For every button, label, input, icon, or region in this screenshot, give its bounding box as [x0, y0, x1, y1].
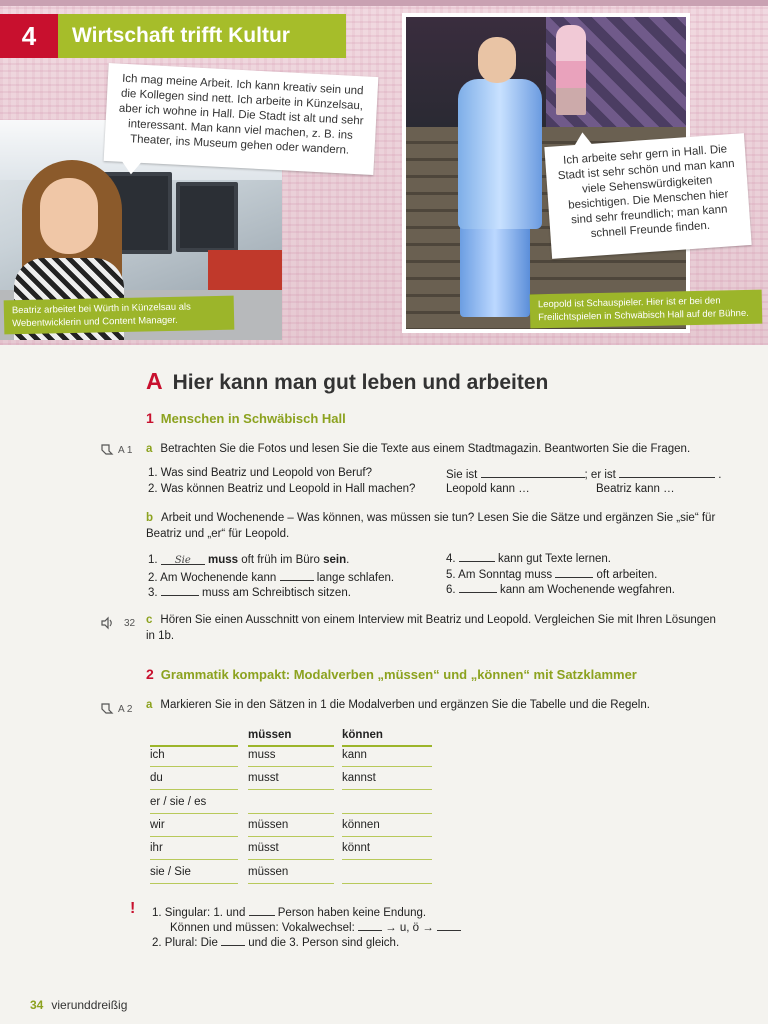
- marker-a2-label: A 2: [118, 703, 133, 715]
- task-1b-item-5: 5. Am Sonntag muss oft arbeiten.: [446, 566, 657, 583]
- answer-blank[interactable]: [459, 581, 497, 593]
- task-2-heading: [146, 666, 637, 682]
- task-1c-instruction: c Hören Sie einen Ausschnitt von einem Interview mit Beatriz und Leopold. Vergleichen Sie mit Ihren Lösungen in 1b.: [146, 614, 716, 642]
- task-1b-item-3: 3. muss am Schreibtisch sitzen.: [148, 584, 351, 601]
- task-1-heading: [146, 410, 346, 426]
- speech-bubble-beatriz: Ich mag meine Arbeit. Ich kann kreativ sein und die Kollegen sind nett. Ich arbeite in Künzelsau, aber ich wohne in Hall. Die Stadt ist alt und sehr interessant. Man kann viel machen, z. B. ins Theater, ins Museum gehen oder wandern.: [104, 63, 379, 175]
- section-title: Hier kann man gut leben und arbeiten: [172, 371, 549, 394]
- column-header-koennen: können: [342, 724, 432, 747]
- audio-track-number: 32: [124, 617, 136, 629]
- section-letter: A: [146, 368, 163, 394]
- page-number: 34: [30, 998, 44, 1012]
- task-1a-instruction: a Betrachten Sie die Fotos und lesen Sie die Texte aus einem Stadtmagazin. Beantworten Sie die Fragen.: [146, 443, 691, 455]
- answer-blank[interactable]: [249, 904, 275, 916]
- answer-blank[interactable]: [555, 566, 593, 578]
- marker-a2: [100, 702, 132, 716]
- table-row: du musst kannst: [150, 767, 434, 790]
- task-1b-item-2: 2. Am Wochenende kann lange schlafen.: [148, 569, 394, 586]
- table-row: wir müssen können: [150, 814, 434, 837]
- task-1a-answer-2a: Leopold kann …: [446, 483, 530, 495]
- marker-a1: [100, 443, 132, 457]
- speech-bubble-leopold: Ich arbeite sehr gern in Hall. Die Stadt ist sehr schön und man kann viele Sehenswürdigkeiten besichtigen. Die Menschen hier sind sehr freundlich; man kann schnell Freunde finden.: [544, 133, 751, 259]
- answer-blank[interactable]: [280, 569, 314, 581]
- task-1a-item-2: 2. Was können Beatriz und Leopold in Hall machen?: [148, 483, 416, 495]
- table-row: ich muss kann: [150, 744, 434, 767]
- rule-2: 2. Plural: Die und die 3. Person sind gleich.: [152, 934, 399, 951]
- chapter-title: Wirtschaft trifft Kultur: [72, 24, 290, 47]
- task-1-title: Menschen in Schwäbisch Hall: [160, 411, 346, 426]
- marker-a1-label: A 1: [118, 444, 133, 456]
- table-row: er / sie / es: [150, 791, 434, 814]
- rule-1-vowel-change: Können und müssen: Vokalwechsel: → u, ö →: [170, 919, 461, 936]
- task-1a-answer-1: Sie ist ; er ist .: [446, 466, 721, 483]
- table-row: sie / Sie müssen: [150, 861, 434, 884]
- task-2-number: 2: [146, 666, 154, 682]
- table-blank-cell[interactable]: [248, 791, 334, 814]
- answer-blank[interactable]: Sie: [161, 553, 205, 565]
- task-1b-instruction: b Arbeit und Wochenende – Was können, was müssen sie tun? Lesen Sie die Sätze und ergänzen Sie „sie“ für Beatriz und „er“ für Leopold.: [146, 512, 716, 540]
- task-2a-instruction: a Markieren Sie in den Sätzen in 1 die Modalverben und ergänzen Sie die Tabelle und die Regeln.: [146, 699, 650, 711]
- task-1b-item-1: 1. Sie muss oft früh im Büro sein.: [148, 554, 350, 566]
- answer-blank[interactable]: [358, 919, 382, 931]
- rule-1: 1. Singular: 1. und Person haben keine Endung.: [152, 904, 426, 921]
- answer-blank[interactable]: [619, 466, 715, 478]
- task-1a-item-1: 1. Was sind Beatriz und Leopold von Beruf?: [148, 467, 372, 479]
- workbook-icon: [100, 702, 114, 716]
- answer-blank[interactable]: [161, 584, 199, 596]
- task-1b-item-6: 6. kann am Wochenende wegfahren.: [446, 581, 675, 598]
- task-1a-answer-2b: Beatriz kann …: [596, 483, 675, 495]
- caption-leopold: Leopold ist Schauspieler. Hier ist er bei den Freilichtspielen in Schwäbisch Hall auf der Bühne.: [530, 290, 763, 329]
- task-1-number: 1: [146, 410, 154, 426]
- answer-blank[interactable]: [221, 934, 245, 946]
- chapter-header: [0, 14, 346, 58]
- speaker-icon: [100, 616, 114, 630]
- answer-blank[interactable]: [459, 550, 495, 562]
- section-heading: [146, 368, 548, 395]
- caption-beatriz: Beatriz arbeitet bei Würth in Künzelsau als Webentwicklerin und Content Manager.: [4, 296, 235, 335]
- column-header-muessen: müssen: [248, 724, 334, 747]
- page-number-word: vierunddreißig: [51, 998, 128, 1012]
- chapter-number: 4: [0, 14, 58, 58]
- answer-blank[interactable]: [481, 466, 585, 478]
- task-1b-item-4: 4. kann gut Texte lernen.: [446, 550, 611, 567]
- answer-blank[interactable]: [437, 919, 461, 931]
- workbook-icon: [100, 443, 114, 457]
- table-row: ihr müsst könnt: [150, 837, 434, 860]
- task-2-title: Grammatik kompakt: Modalverben „müssen“ und „können“ mit Satzklammer: [160, 667, 637, 682]
- rule-exclamation-icon: !: [130, 900, 136, 917]
- marker-audio-32: [100, 616, 135, 630]
- page-footer: [30, 998, 127, 1012]
- table-blank-cell[interactable]: [342, 861, 432, 884]
- photo-band: [0, 0, 768, 345]
- table-blank-cell[interactable]: [342, 791, 432, 814]
